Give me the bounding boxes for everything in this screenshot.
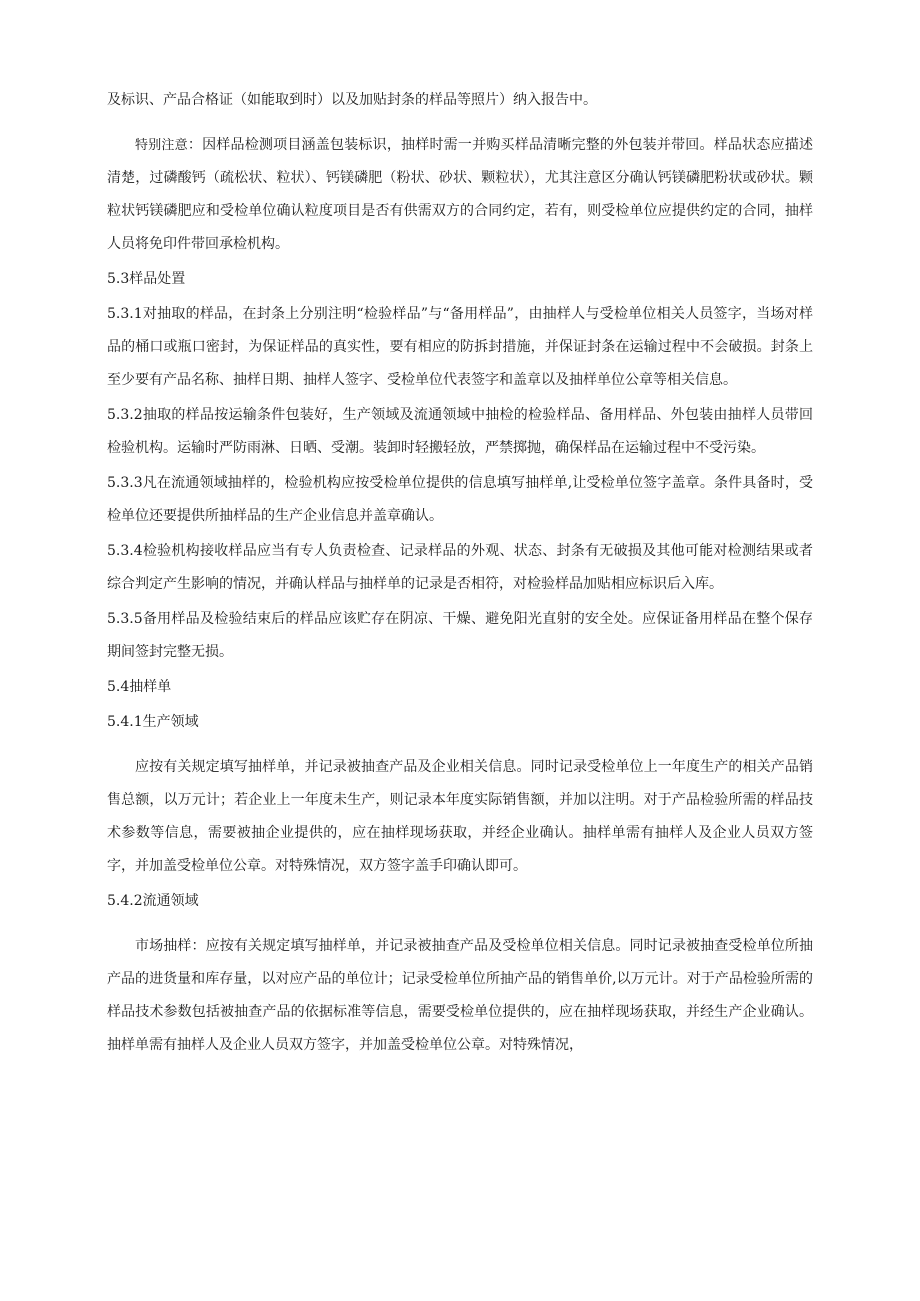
paragraph-5-4-2: 市场抽样：应按有关规定填写抽样单，并记录被抽查产品及受检单位相关信息。同时记录被抽查受检单位所抽产品的进货量和库存量，以对应产品的单位计；记录受检单位所抽产品的销售单价,以万元计。对于产品检验所需的样品技术参数包括被抽查产品的依据标准等信息，需要受检单位提供的，应在抽样现场获取，并经生产企业确认。抽样单需有抽样人及企业人员双方签字，并加盖受检单位公章。对特殊情况， bbox=[107, 938, 813, 1053]
paragraph-5-3-1: 5.3.1对抽取的样品，在封条上分别注明“检验样品”与“备用样品”，由抽样人与受检单位相关人员签字，当场对样品的桶口或瓶口密封，为保证样品的真实性，要有相应的防拆封措施，并保证封条在运输过程中不会破损。封条上至少要有产品名称、抽样日期、抽样人签字、受检单位代表签字和盖章以及抽样单位公章等相关信息。 bbox=[107, 306, 813, 388]
paragraph-5-3-3: 5.3.3凡在流通领域抽样的，检验机构应按受检单位提供的信息填写抽样单,让受检单位签字盖章。条件具备时，受检单位还要提供所抽样品的生产企业信息并盖章确认。 bbox=[107, 475, 813, 524]
subsection-heading-5-4-1: 5.4.1生产领域 bbox=[107, 714, 199, 730]
section-heading-5-3: 5.3样品处置 bbox=[107, 271, 186, 287]
special-note-text: ：因样品检测项目涵盖包装标识，抽样时需一并购买样品清晰完整的外包装并带回。样品状态应描述清楚，过磷酸钙（疏松状、粒状）、钙镁磷肥（粉状、砂状、颗粒状），尤其注意区分确认钙镁磷肥粉状或砂状。颗粒状钙镁磷肥应和受检单位确认粒度项目是否有供需双方的合同约定，若有，则受检单位应提供约定的合同，抽样人员将免印件带回承检机构。 bbox=[107, 137, 813, 252]
section-heading-5-4: 5.4抽样单 bbox=[107, 679, 172, 695]
paragraph-5-3-5: 5.3.5备用样品及检验结束后的样品应该贮存在阴凉、干燥、避免阳光直射的安全处。应保证备用样品在整个保存期间签封完整无损。 bbox=[107, 611, 813, 660]
subsection-heading-5-4-2: 5.4.2流通领域 bbox=[107, 893, 199, 909]
paragraph-5-3-4: 5.3.4检验机构接收样品应当有专人负责检查、记录样品的外观、状态、封条有无破损及其他可能对检测结果或者综合判定产生影响的情况，并确认样品与抽样单的记录是否相符，对检验样品加贴相应标识后入库。 bbox=[107, 543, 813, 592]
paragraph-photo-note: 及标识、产品合格证（如能取到时）以及加贴封条的样品等照片）纳入报告中。 bbox=[107, 92, 597, 108]
paragraph-5-4-1: 应按有关规定填写抽样单，并记录被抽查产品及企业相关信息。同时记录受检单位上一年度生产的相关产品销售总额，以万元计；若企业上一年度未生产，则记录本年度实际销售额，并加以注明。对于产品检验所需的样品技术参数等信息，需要被抽企业提供的，应在抽样现场获取，并经企业确认。抽样单需有抽样人及企业人员双方签字，并加盖受检单位公章。对特殊情况，双方签字盖手印确认即可。 bbox=[107, 759, 813, 874]
paragraph-5-3-2: 5.3.2抽取的样品按运输条件包装好，生产领域及流通领域中抽检的检验样品、备用样品、外包装由抽样人员带回检验机构。运输时严防雨淋、日晒、受潮。装卸时轻搬轻放，严禁掷抛，确保样品在运输过程中不受污染。 bbox=[107, 407, 813, 456]
special-note-label: 特别注意 bbox=[135, 138, 188, 153]
special-note-paragraph bbox=[107, 129, 813, 261]
document-body bbox=[107, 84, 813, 1062]
